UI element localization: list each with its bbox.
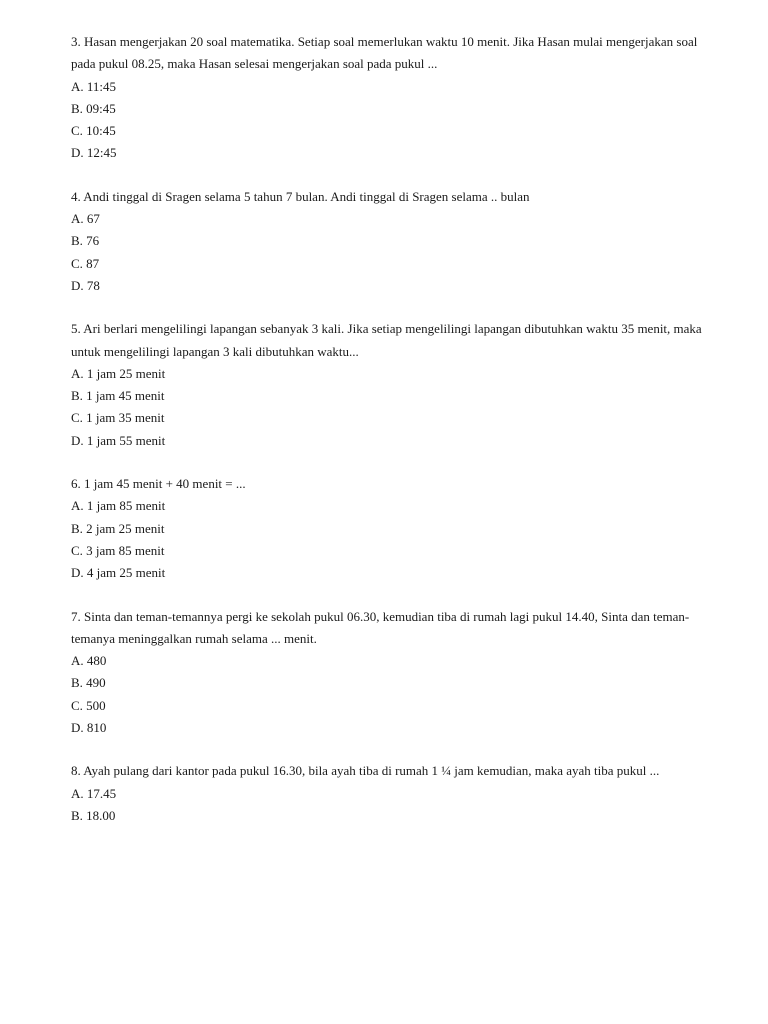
question-5 [71, 318, 711, 452]
question-4 [71, 186, 711, 297]
answer-options [71, 650, 711, 739]
option-b: B. 1 jam 45 menit [71, 388, 165, 404]
question-text: 6. 1 jam 45 menit + 40 menit = ... [71, 476, 246, 492]
question-text: 8. Ayah pulang dari kantor pada pukul 16.30, bila ayah tiba di rumah 1 ¼ jam kemudian, maka ayah tiba pukul ... [71, 763, 660, 779]
option-d: D. 78 [71, 277, 100, 293]
option-c: C. 1 jam 35 menit [71, 410, 165, 426]
option-c: C. 500 [71, 697, 106, 713]
option-b: B. 76 [71, 233, 100, 249]
question-7 [71, 606, 711, 740]
question-3 [71, 31, 711, 165]
option-b: B. 490 [71, 675, 106, 691]
option-b: B. 18.00 [71, 807, 116, 823]
document-page [71, 31, 711, 848]
question-text: 3. Hasan mengerjakan 20 soal matematika. Setiap soal memerlukan waktu 10 menit. Jika Hasan mulai mengerjakan soal pada pukul 08.25, maka Hasan selesai mengerjakan soal pada pukul ... [71, 34, 698, 72]
option-d: D. 1 jam 55 menit [71, 432, 166, 448]
option-a: A. 1 jam 85 menit [71, 498, 166, 514]
option-a: A. 11:45 [71, 78, 117, 94]
question-6 [71, 473, 711, 584]
question-8 [71, 760, 711, 827]
answer-options [71, 208, 711, 297]
answer-options [71, 495, 711, 584]
answer-options [71, 363, 711, 452]
option-c: C. 10:45 [71, 123, 116, 139]
question-text: 4. Andi tinggal di Sragen selama 5 tahun 7 bulan. Andi tinggal di Sragen selama .. bulan [71, 188, 530, 204]
answer-options [71, 783, 711, 828]
option-b: B. 09:45 [71, 100, 116, 116]
question-text: 5. Ari berlari mengelilingi lapangan sebanyak 3 kali. Jika setiap mengelilingi lapangan dibutuhkan waktu 35 menit, maka untuk mengelilingi lapangan 3 kali dibutuhkan waktu... [71, 321, 702, 359]
option-d: D. 810 [71, 720, 107, 736]
option-c: C. 87 [71, 255, 100, 271]
option-d: D. 4 jam 25 menit [71, 565, 166, 581]
question-text: 7. Sinta dan teman-temannya pergi ke sekolah pukul 06.30, kemudian tiba di rumah lagi pukul 14.40, Sinta dan teman-temanya meninggalkan rumah selama ... menit. [71, 608, 690, 646]
answer-options [71, 76, 711, 165]
option-c: C. 3 jam 85 menit [71, 542, 165, 558]
option-b: B. 2 jam 25 menit [71, 520, 165, 536]
option-a: A. 17.45 [71, 785, 117, 801]
option-a: A. 1 jam 25 menit [71, 365, 166, 381]
option-d: D. 12:45 [71, 145, 117, 161]
option-a: A. 67 [71, 211, 100, 227]
option-a: A. 480 [71, 653, 107, 669]
